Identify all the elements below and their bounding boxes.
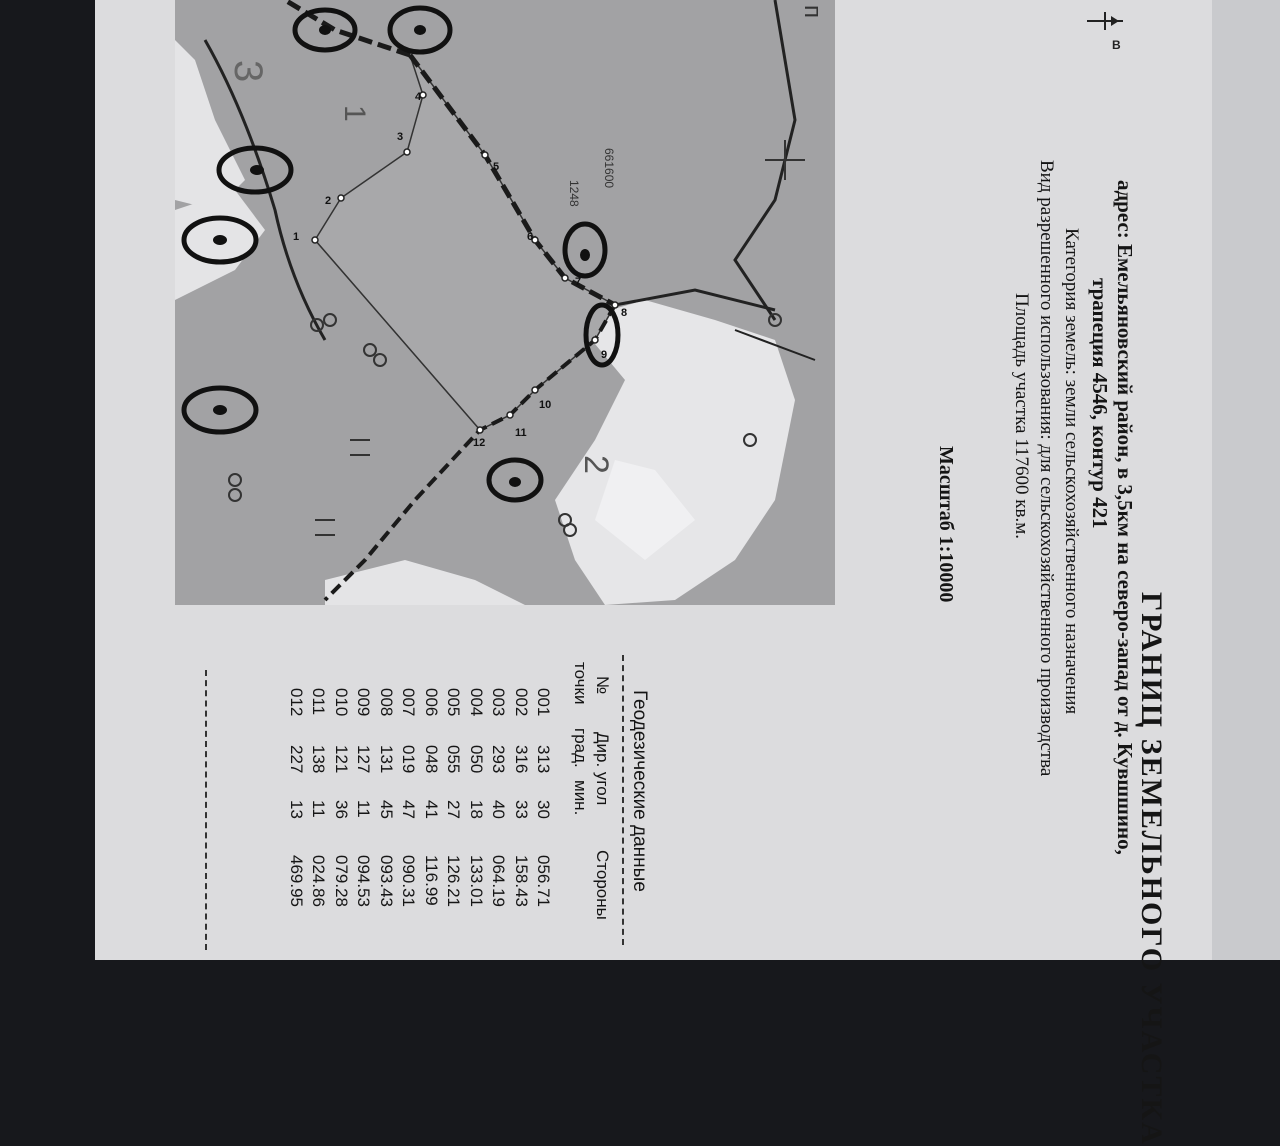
table-cell-deg: 131 [376, 745, 396, 774]
table-cell-no: 008 [376, 688, 396, 717]
land-category: Категория земель: земли сельскохозяйственного назначения [1061, 228, 1082, 715]
cadastral-map [175, 0, 835, 605]
map-drawing [175, 0, 835, 605]
table-cell-min: 27 [444, 800, 463, 819]
zone-label-1: 1 [338, 105, 371, 122]
table-cell-deg: 019 [399, 745, 418, 774]
contour-code: 661600 [602, 148, 616, 189]
table-cell-no: 001 [534, 688, 553, 717]
table-divider-top [622, 655, 624, 945]
table-cell-side: 133.01 [466, 855, 486, 907]
north-arrow-icon [1085, 8, 1125, 34]
point-label-6: 6 [527, 231, 534, 243]
parcel-code: 1248 [567, 180, 581, 207]
table-cell-deg: 227 [286, 745, 306, 774]
table-cell-min: 40 [489, 800, 508, 819]
table-cell-min: 30 [534, 800, 553, 819]
point-label-2: 2 [325, 195, 332, 207]
table-cell-deg: 293 [489, 745, 508, 774]
point-label-5: 5 [493, 161, 500, 173]
table-cell-side: 056.71 [534, 855, 553, 907]
table-cell-no: 004 [466, 688, 486, 717]
table-cell-side: 024.86 [309, 855, 328, 907]
address-line-1: адрес: Емельяновский район, в 3,5км на северо-запад от д. Кувшшино, [1113, 180, 1137, 855]
table-cell-no: 005 [444, 688, 463, 717]
table-cell-min: 18 [466, 800, 486, 819]
table-cell-min: 45 [376, 800, 396, 819]
table-cell-min: 41 [421, 800, 441, 819]
table-cell-no: 002 [511, 688, 531, 717]
point-label-3: 3 [397, 131, 404, 143]
second-sheet-edge [1212, 0, 1280, 960]
table-cell-side: 079.28 [331, 855, 351, 907]
zone-label-2: 2 [577, 455, 615, 474]
table-cell-no: 007 [399, 688, 418, 717]
table-cell-side: 158.43 [511, 855, 531, 907]
table-cell-deg: 138 [309, 745, 328, 774]
table-cell-no: 006 [421, 688, 441, 717]
header-angle: Дир. угол [593, 732, 612, 806]
point-label-12: 12 [473, 437, 486, 449]
table-cell-deg: 055 [444, 745, 463, 774]
address-line-2: трапеция 4546, контур 421 [1088, 278, 1112, 529]
point-label-7: 7 [575, 276, 582, 288]
table-cell-no: 003 [489, 688, 508, 717]
point-label-10: 10 [539, 399, 552, 411]
table-cell-min: 13 [286, 800, 306, 819]
point-label-8: 8 [621, 307, 628, 319]
table-cell-deg: 048 [421, 745, 441, 774]
table-cell-no: 010 [331, 688, 351, 717]
table-cell-side: 090.31 [399, 855, 418, 907]
table-cell-deg: 127 [354, 745, 373, 774]
permitted-use: Вид разрешенного использования: для сельскохозяйственного производства [1036, 160, 1057, 777]
zone-label-3: 3 [226, 60, 270, 83]
table-cell-no: 012 [286, 688, 306, 717]
header-min: мин. [571, 780, 590, 816]
table-cell-min: 47 [399, 800, 418, 819]
table-cell-deg: 121 [331, 745, 351, 774]
header-no: № [593, 676, 612, 695]
geodetic-title: Геодезические данные [629, 690, 650, 892]
document-title: ГРАНИЦ ЗЕМЕЛЬНОГО УЧАСТКА [1135, 592, 1168, 1146]
table-cell-min: 36 [331, 800, 351, 819]
point-label-1: 1 [293, 231, 300, 243]
table-cell-min: 11 [309, 800, 328, 818]
table-cell-side: 116.99 [421, 855, 441, 906]
point-label-11: 11 [515, 427, 527, 439]
table-cell-deg: 050 [466, 745, 486, 774]
table-cell-side: 094.53 [354, 855, 373, 907]
table-cell-min: 11 [354, 800, 373, 818]
table-cell-deg: 316 [511, 745, 531, 774]
header-point: точки [571, 662, 590, 705]
table-cell-side: 064.19 [489, 855, 508, 907]
point-label-9: 9 [601, 349, 608, 361]
table-cell-min: 33 [511, 800, 531, 819]
table-cell-side: 126.21 [444, 855, 463, 907]
header-deg: град. [571, 728, 590, 768]
point-label-4: 4 [415, 91, 422, 103]
table-cell-side: 093.43 [376, 855, 396, 907]
table-cell-side: 469.95 [286, 855, 306, 907]
table-cell-no: 011 [309, 688, 328, 716]
table-divider-bottom [205, 670, 207, 950]
table-cell-deg: 313 [534, 745, 553, 774]
compass-label: В [1112, 38, 1121, 52]
header-sides: Стороны [593, 850, 612, 920]
left-edge-label: п [799, 5, 826, 18]
parcel-area: Площадь участка 117600 кв.м. [1011, 293, 1032, 539]
table-cell-no: 009 [354, 688, 373, 717]
map-scale: Масштаб 1:10000 [935, 446, 957, 603]
